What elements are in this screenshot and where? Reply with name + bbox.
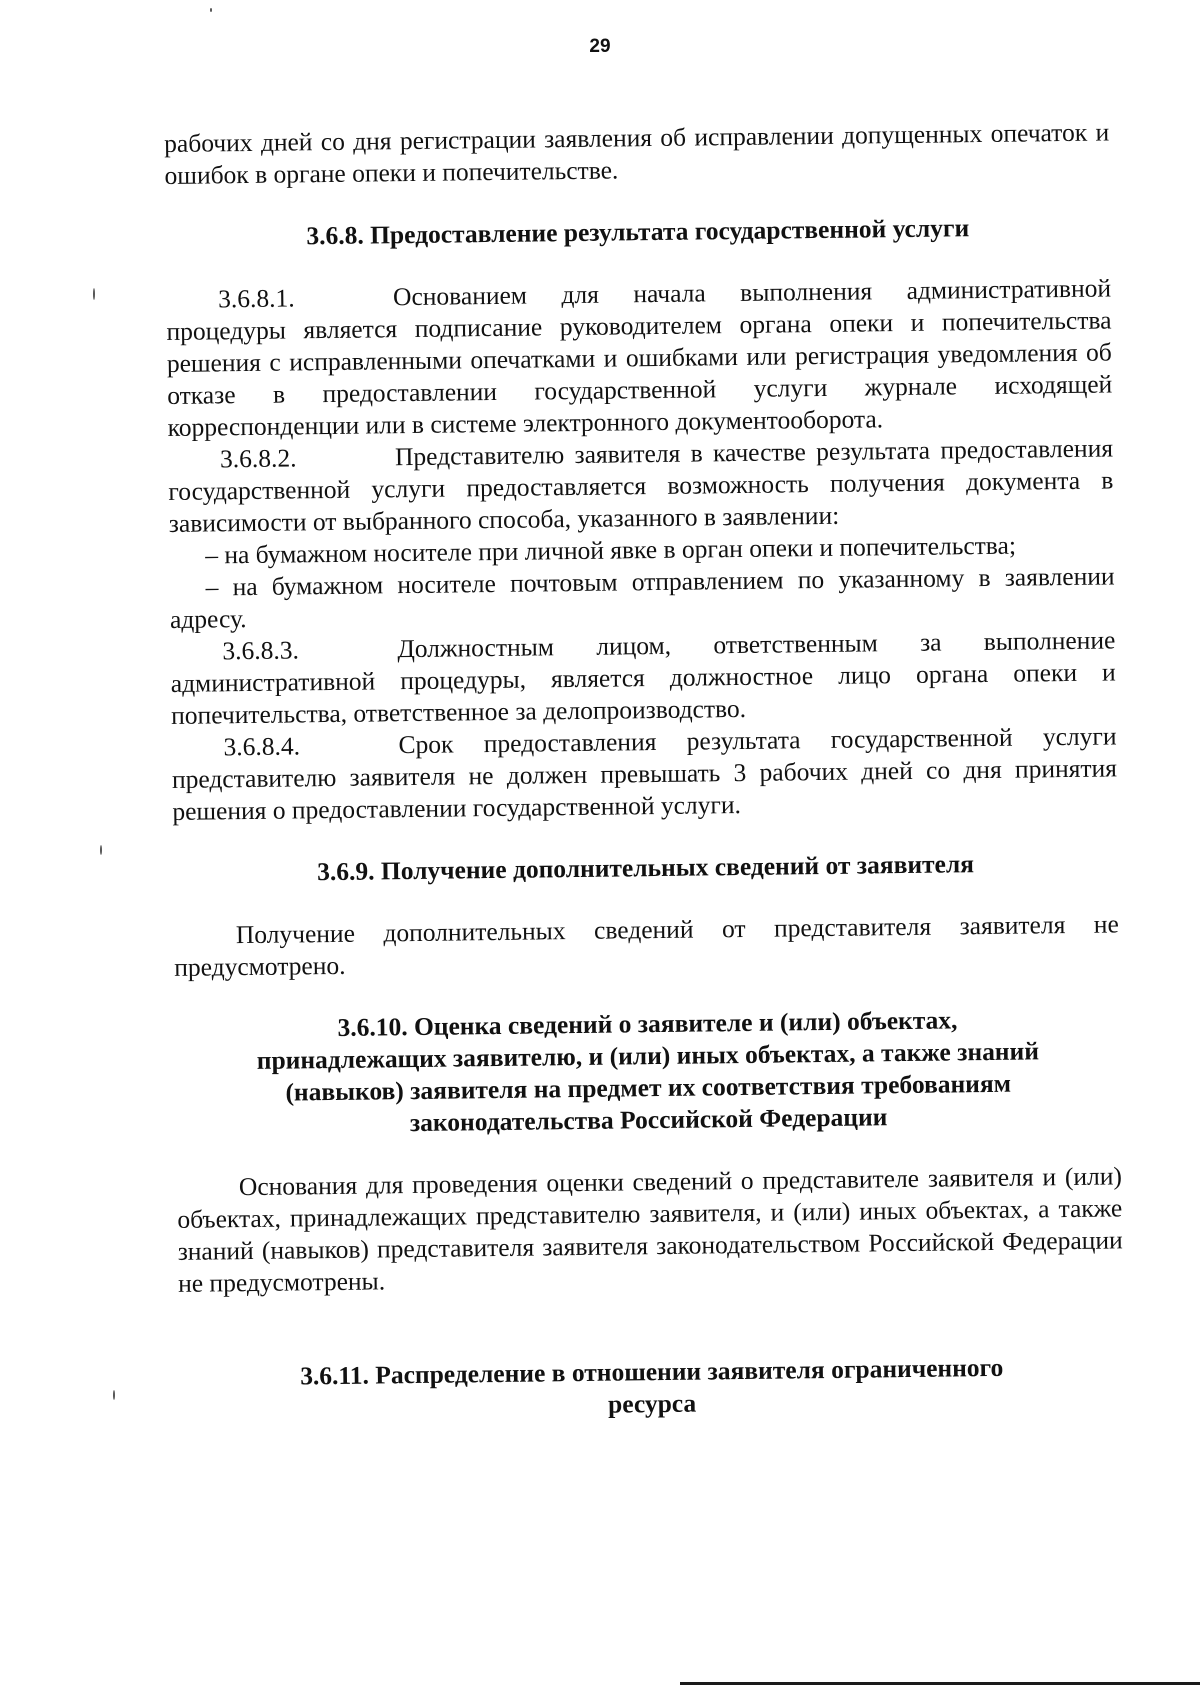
clause-text: Срок предоставления результата государственной услуги представителю заявителя не должен превышать 3 рабочих дней со дня принятия решения о предоставлении государственной услуги. (171, 721, 1118, 826)
page-body (164, 116, 1125, 1425)
section-heading-3-6-11-line-1: 3.6.11. Распределение в отношении заявителя ограниченного (300, 1352, 1004, 1391)
clause-number: 3.6.8.1. (217, 283, 295, 314)
section-heading-3-6-10-line-2: принадлежащих заявителю, и (или) иных объектах, а также знаний (256, 1036, 1040, 1075)
clause-number: 3.6.8.2. (219, 443, 297, 474)
section-heading-3-6-10-line-3: (навыков) заявителя на предмет их соответствия требованиям (285, 1068, 1012, 1107)
section-3-6-9-text: Получение дополнительных сведений от представителя заявителя не предусмотрено. (174, 909, 1119, 982)
scan-edge-line (680, 1682, 1200, 1685)
page-number: 29 (589, 36, 611, 57)
clause-number: 3.6.8.3. (222, 635, 300, 666)
scan-speck (210, 8, 212, 12)
clause-3-6-8-1 (166, 272, 1113, 444)
section-heading-3-6-9: 3.6.9. Получение дополнительных сведений от заявителя (316, 849, 975, 887)
section-heading-3-6-8: 3.6.8. Предоставление результата государственной услуги (306, 213, 970, 251)
clause-3-6-8-4 (171, 720, 1117, 828)
section-heading-3-6-10-line-1: 3.6.10. Оценка сведений о заявителе и (или) объектах, (337, 1005, 958, 1042)
section-3-6-10-text: Основания для проведения оценки сведений о представителе заявителя и (или) объектах, принадлежащих представителю заявителя, и (или) иных объектах, а также знаний (навыков) представителя заявителя законодательством Российской Федерации не предусмотрены. (177, 1161, 1123, 1298)
list-item-paper-by-mail: – на бумажном носителе почтовым отправлением по указанному в заявлении адресу. (169, 561, 1115, 634)
list-item-paper-in-person: – на бумажном носителе при личной явке в орган опеки и попечительства; (205, 530, 1017, 570)
scan-speck (93, 288, 95, 300)
intro-paragraph: рабочих дней со дня регистрации заявления об исправлении допущенных опечаток и ошибок в органе опеки и попечительстве. (164, 117, 1110, 190)
clause-text: Основанием для начала выполнения административной процедуры является подписание руководителем органа опеки и попечительства решения с исправленными опечатками и ошибками или регистрация уведомления об отказе в предоставлении государственной услуги журнале исходящей корреспонденции или в системе электронного документооборота. (166, 273, 1113, 442)
section-heading-3-6-10-line-4: законодательства Российской Федерации (409, 1102, 888, 1138)
clause-3-6-8-2 (168, 432, 1114, 540)
clause-number: 3.6.8.4. (223, 731, 301, 762)
section-heading-3-6-11-line-2: ресурса (607, 1388, 697, 1419)
clause-text: Должностным лицом, ответственным за выполнение административной процедуры, является должностное лицо органа опеки и попечительства, ответственное за делопроизводство. (170, 625, 1116, 730)
scan-speck (100, 845, 102, 855)
clause-text: Представителю заявителя в качестве результата предоставления государственной услуги предоставляется возможность получения документа в зависимости от выбранного способа, указанного в заявлении: (168, 433, 1114, 538)
clause-3-6-8-3 (170, 624, 1116, 732)
scan-speck (113, 1390, 115, 1400)
